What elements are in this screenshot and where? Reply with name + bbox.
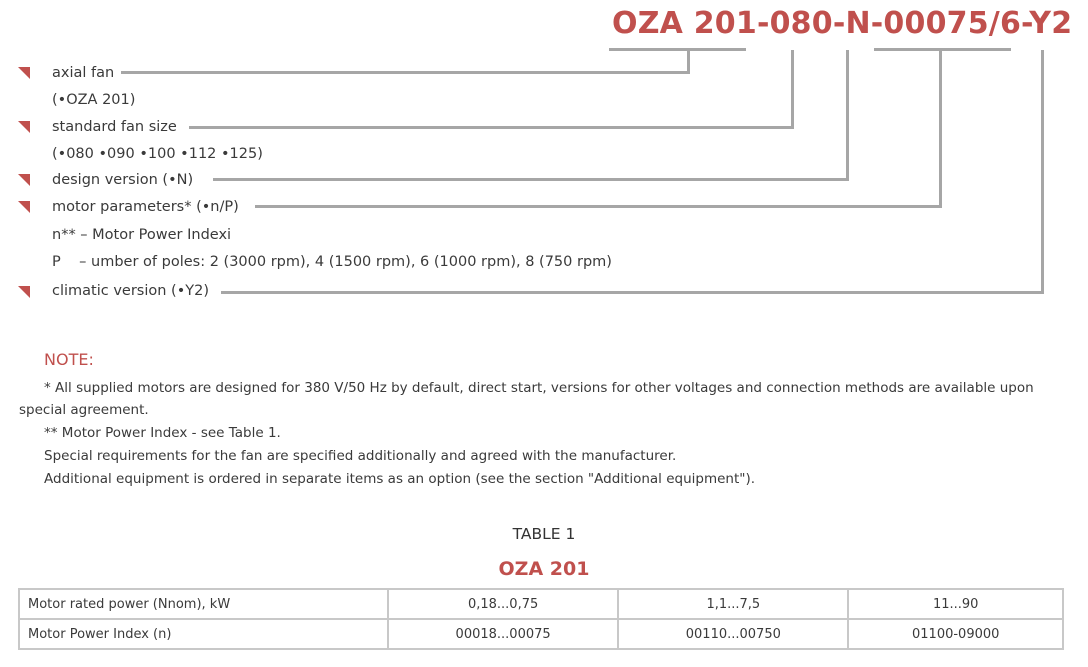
table-cell: 0,18...0,75	[388, 589, 618, 619]
connector-drop-design	[846, 50, 849, 181]
legend-item-climatic: climatic version (•Y2)	[52, 283, 210, 299]
legend-detail-poles: P – umber of poles: 2 (3000 rpm), 4 (1500 rpm), 6 (1000 rpm), 8 (750 rpm)	[52, 254, 612, 270]
note-line-power-index: ** Motor Power Index - see Table 1.	[44, 425, 281, 441]
triangle-marker-icon	[18, 67, 30, 79]
table-cell: 1,1...7,5	[618, 589, 848, 619]
note-line-voltage-cont: special agreement.	[19, 402, 149, 418]
row-label-power-index: Motor Power Index (n)	[19, 619, 388, 649]
designation-code: OZA 201-080-N-00075/6-Y2	[612, 6, 1073, 41]
table-cell: 00018...00075	[388, 619, 618, 649]
connector-drop-size	[791, 50, 794, 129]
note-line-voltage: * All supplied motors are designed for 380 V/50 Hz by default, direct start, versions for other voltages and connection methods are available upon	[44, 380, 1034, 396]
note-line-special-req: Special requirements for the fan are specified additionally and agreed with the manufacturer.	[44, 448, 677, 464]
table-cell: 11...90	[848, 589, 1063, 619]
legend-item-motor-params: motor parameters* (•n/P)	[52, 199, 239, 215]
row-label-rated-power: Motor rated power (Nnom), kW	[19, 589, 388, 619]
connector-drop-motor	[939, 48, 942, 208]
motor-power-table	[18, 588, 1064, 650]
table-row	[19, 619, 1063, 649]
triangle-marker-icon	[18, 201, 30, 213]
connector-drop-climatic	[1041, 50, 1044, 294]
connector-leader-fan-size	[189, 126, 794, 129]
table-caption: TABLE 1	[512, 525, 576, 543]
table-row	[19, 589, 1063, 619]
legend-detail-series: (•OZA 201)	[52, 92, 136, 108]
connector-underline-series	[609, 48, 746, 51]
connector-leader-motor-params	[255, 205, 942, 208]
connector-leader-design-version	[213, 178, 849, 181]
legend-item-design-version: design version (•N)	[52, 172, 194, 188]
legend-detail-power-index: n** – Motor Power Indexi	[52, 227, 232, 243]
triangle-marker-icon	[18, 286, 30, 298]
note-title: NOTE:	[44, 350, 94, 369]
table-cell: 00110...00750	[618, 619, 848, 649]
triangle-marker-icon	[18, 174, 30, 186]
note-line-additional-equipment: Additional equipment is ordered in separate items as an option (see the section "Additional equipment").	[44, 471, 756, 487]
connector-leader-climatic	[221, 291, 1044, 294]
connector-underline-motor	[874, 48, 1011, 51]
legend-item-axial-fan: axial fan	[52, 65, 115, 81]
connector-leader-axial-fan	[121, 71, 690, 74]
legend-item-fan-size: standard fan size	[52, 119, 177, 135]
table-cell: 01100-09000	[848, 619, 1063, 649]
table-title: OZA 201	[498, 558, 590, 580]
triangle-marker-icon	[18, 121, 30, 133]
legend-detail-sizes: (•080 •090 •100 •112 •125)	[52, 146, 263, 162]
